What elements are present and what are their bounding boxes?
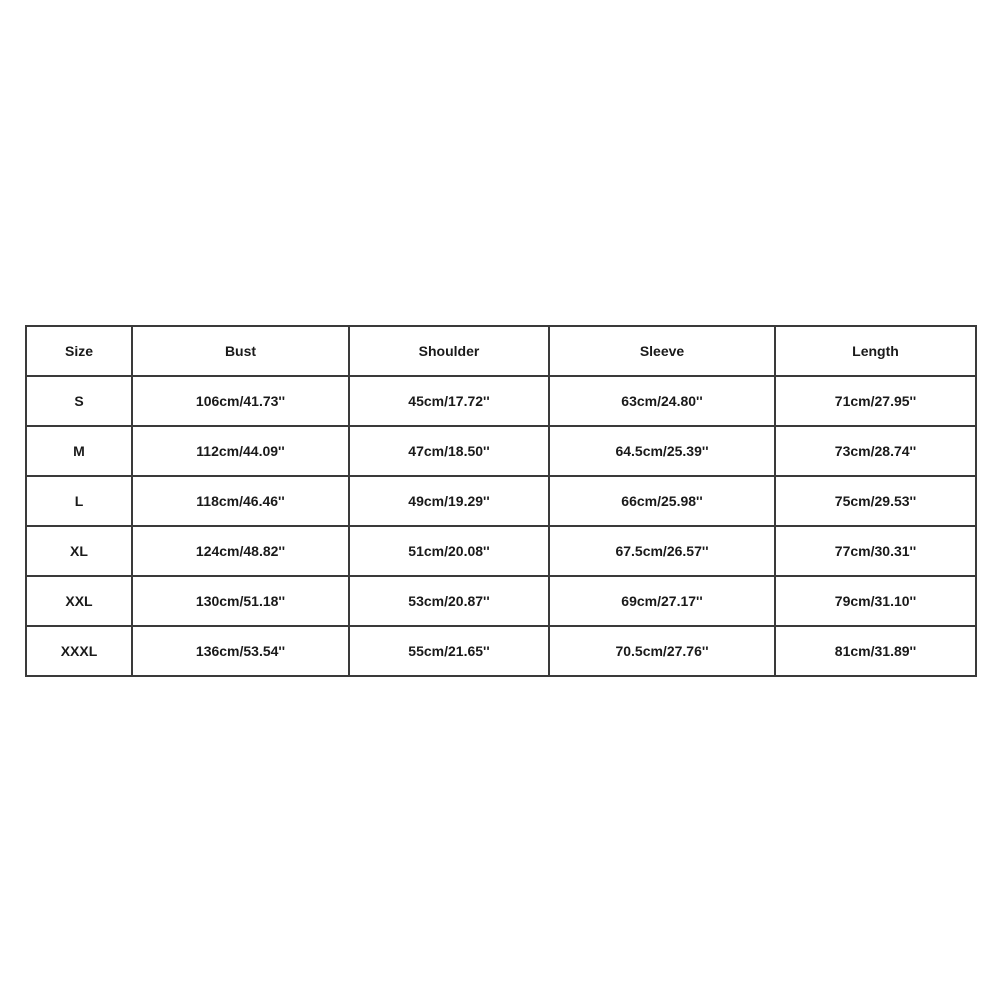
- length-cell: 71cm/27.95'': [775, 376, 976, 426]
- shoulder-cell: 47cm/18.50'': [349, 426, 549, 476]
- bust-cell: 130cm/51.18'': [132, 576, 349, 626]
- length-cell: 73cm/28.74'': [775, 426, 976, 476]
- length-cell: 79cm/31.10'': [775, 576, 976, 626]
- size-cell: XXL: [26, 576, 132, 626]
- header-bust: Bust: [132, 326, 349, 376]
- header-sleeve: Sleeve: [549, 326, 775, 376]
- length-cell: 81cm/31.89'': [775, 626, 976, 676]
- size-cell: L: [26, 476, 132, 526]
- length-cell: 75cm/29.53'': [775, 476, 976, 526]
- header-row: [26, 326, 976, 376]
- table-row: [26, 476, 976, 526]
- shoulder-cell: 49cm/19.29'': [349, 476, 549, 526]
- sleeve-cell: 63cm/24.80'': [549, 376, 775, 426]
- table-row: [26, 526, 976, 576]
- table-row: [26, 376, 976, 426]
- table-row: [26, 426, 976, 476]
- sleeve-cell: 70.5cm/27.76'': [549, 626, 775, 676]
- bust-cell: 118cm/46.46'': [132, 476, 349, 526]
- shoulder-cell: 51cm/20.08'': [349, 526, 549, 576]
- sleeve-cell: 66cm/25.98'': [549, 476, 775, 526]
- table-row: [26, 576, 976, 626]
- shoulder-cell: 55cm/21.65'': [349, 626, 549, 676]
- header-shoulder: Shoulder: [349, 326, 549, 376]
- bust-cell: 124cm/48.82'': [132, 526, 349, 576]
- size-cell: M: [26, 426, 132, 476]
- sleeve-cell: 64.5cm/25.39'': [549, 426, 775, 476]
- sleeve-cell: 67.5cm/26.57'': [549, 526, 775, 576]
- length-cell: 77cm/30.31'': [775, 526, 976, 576]
- bust-cell: 136cm/53.54'': [132, 626, 349, 676]
- bust-cell: 112cm/44.09'': [132, 426, 349, 476]
- shoulder-cell: 53cm/20.87'': [349, 576, 549, 626]
- size-cell: S: [26, 376, 132, 426]
- sleeve-cell: 69cm/27.17'': [549, 576, 775, 626]
- size-cell: XXXL: [26, 626, 132, 676]
- header-size: Size: [26, 326, 132, 376]
- table-row: [26, 626, 976, 676]
- size-cell: XL: [26, 526, 132, 576]
- size-chart-table: [25, 325, 977, 677]
- header-length: Length: [775, 326, 976, 376]
- bust-cell: 106cm/41.73'': [132, 376, 349, 426]
- shoulder-cell: 45cm/17.72'': [349, 376, 549, 426]
